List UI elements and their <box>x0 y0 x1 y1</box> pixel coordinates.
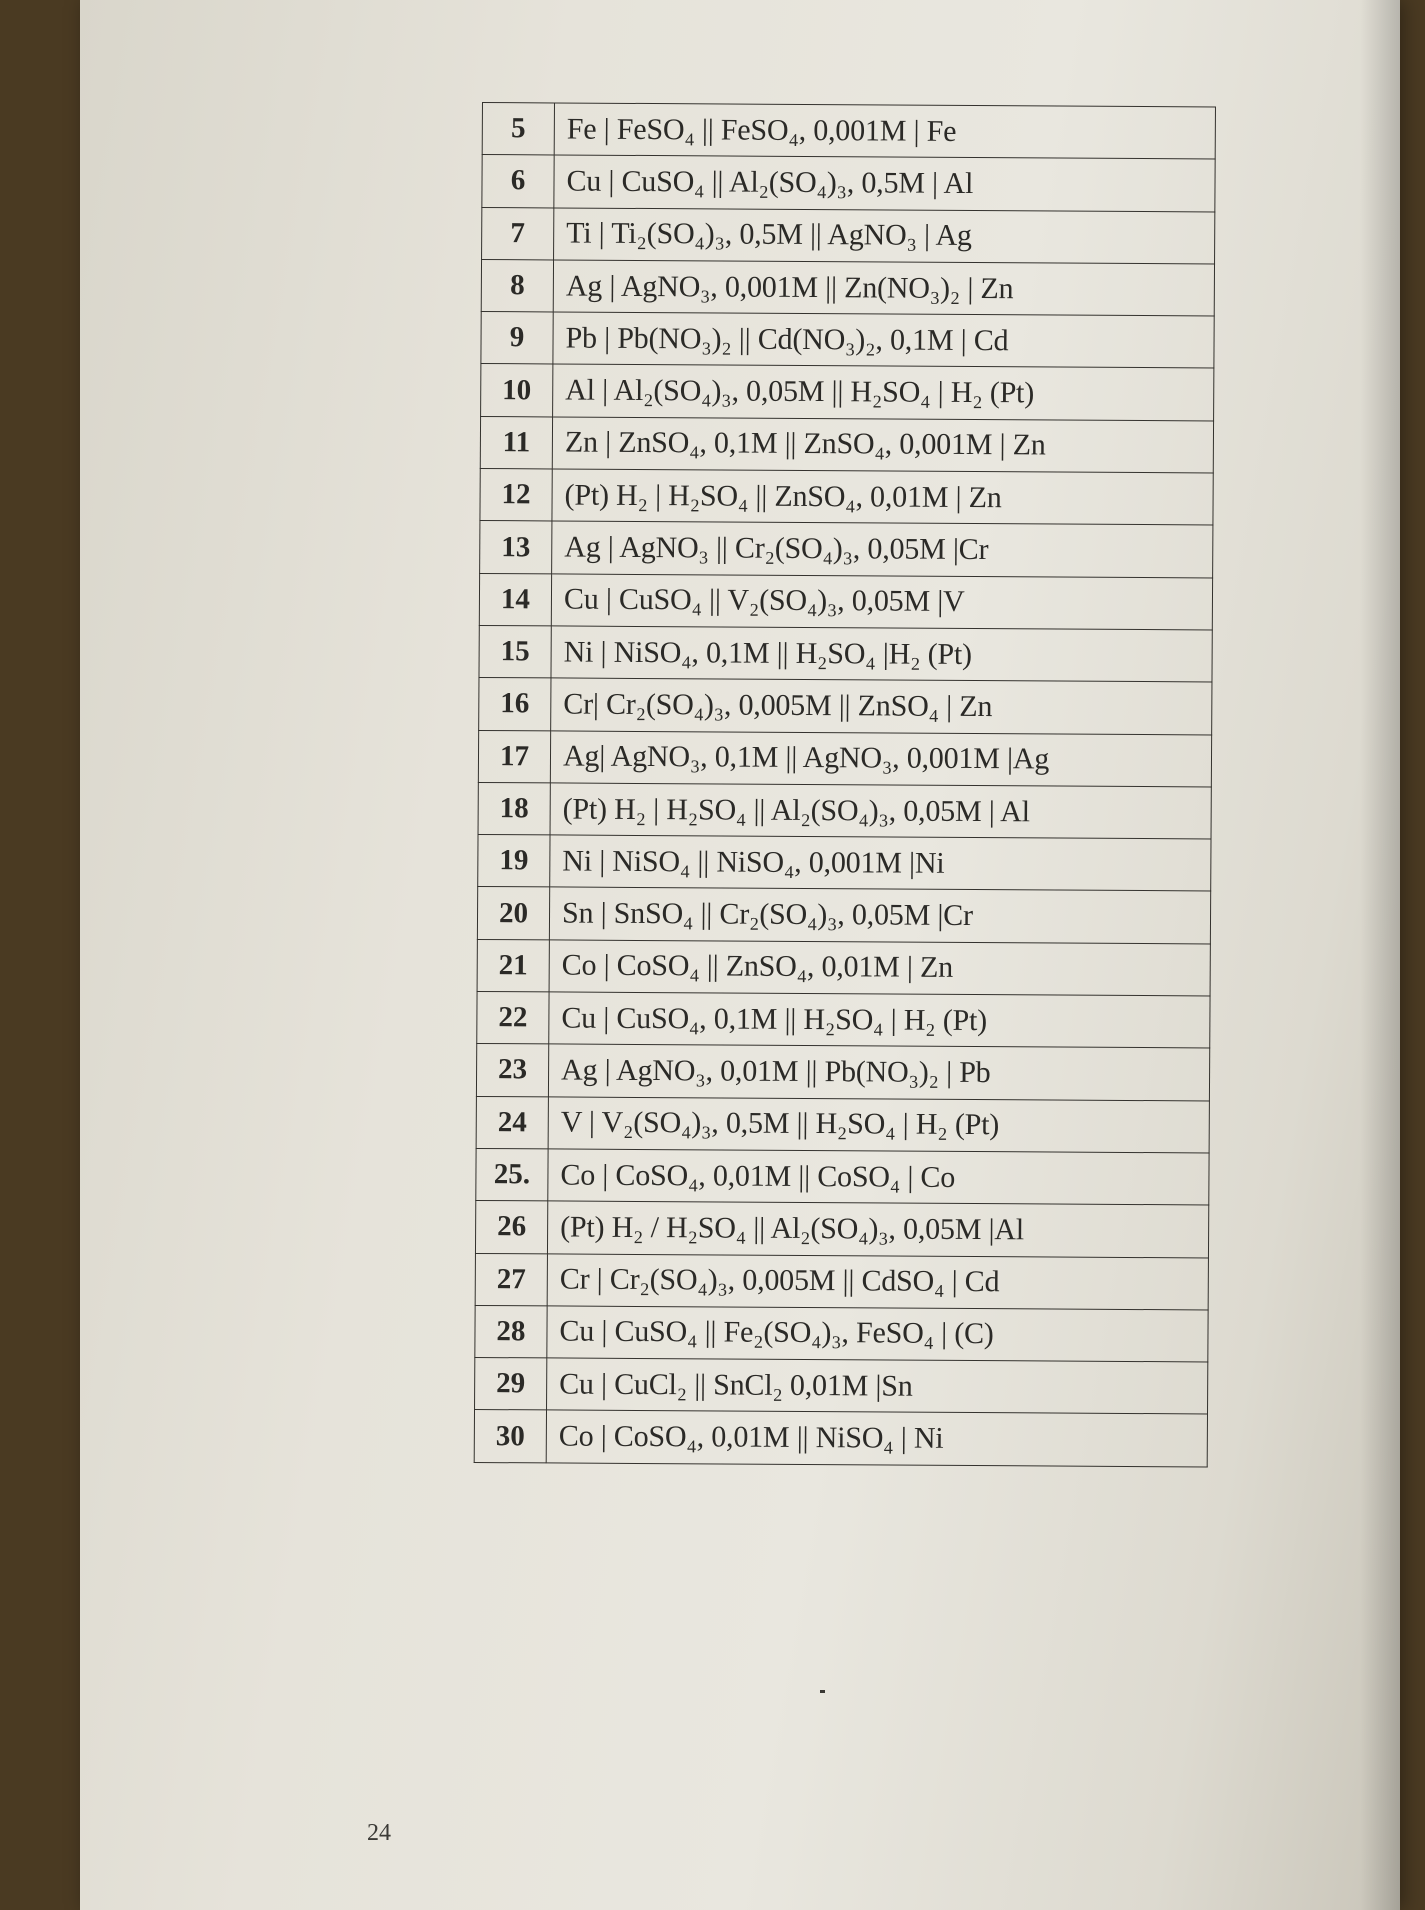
table-row <box>476 1044 1209 1101</box>
ink-dot <box>820 1690 825 1693</box>
cell-scheme: Ni | NiSO₄, 0,1M || H₂SO₄ |H₂ (Pt) <box>551 626 1212 682</box>
row-number: 19 <box>478 835 550 888</box>
table-row <box>475 1253 1208 1310</box>
cell-scheme: Ni | NiSO₄ || NiSO₄, 0,001M |Ni <box>550 835 1211 891</box>
table-row <box>481 312 1214 369</box>
table-row <box>476 1148 1209 1205</box>
cell-scheme: Ag | AgNO₃, 0,01M || Pb(NO₃)₂ | Pb <box>548 1044 1209 1100</box>
cell-scheme: Zn | ZnSO₄, 0,1M || ZnSO₄, 0,001M | Zn <box>552 417 1213 473</box>
cell-scheme: Co | CoSO₄, 0,01M || NiSO₄ | Ni <box>546 1410 1207 1466</box>
cell-scheme: Co | CoSO₄, 0,01M || CoSO₄ | Co <box>548 1149 1209 1205</box>
row-number: 24 <box>476 1096 548 1149</box>
row-number: 5 <box>482 103 554 156</box>
cell-scheme: Cr| Cr₂(SO₄)₃, 0,005M || ZnSO₄ | Zn <box>551 678 1212 734</box>
table-row <box>482 103 1215 160</box>
cell-scheme: Ag | AgNO₃ || Cr₂(SO₄)₃, 0,05M |Cr <box>552 521 1213 577</box>
table-row <box>481 364 1214 421</box>
table-row <box>477 939 1210 996</box>
cell-scheme: Ti | Ti₂(SO₄)₃, 0,5M || AgNO₃ | Ag <box>554 208 1215 264</box>
table-row <box>478 782 1211 839</box>
row-number: 25. <box>476 1148 548 1201</box>
row-number: 14 <box>479 573 551 626</box>
row-number: 23 <box>476 1044 548 1097</box>
cell-scheme: (Pt) H₂ / H₂SO₄ || Al₂(SO₄)₃, 0,05M |Al <box>547 1201 1208 1257</box>
row-number: 6 <box>482 155 554 208</box>
row-number: 29 <box>475 1358 547 1411</box>
row-number: 21 <box>477 939 549 992</box>
row-number: 10 <box>481 364 553 417</box>
row-number: 8 <box>481 259 553 312</box>
row-number: 20 <box>477 887 549 940</box>
table-row <box>477 887 1210 944</box>
row-number: 9 <box>481 312 553 365</box>
cell-scheme: Cu | CuSO₄, 0,1M || H₂SO₄ | H₂ (Pt) <box>549 992 1210 1048</box>
cell-scheme: Cr | Cr₂(SO₄)₃, 0,005M || CdSO₄ | Cd <box>547 1253 1208 1309</box>
table-row <box>475 1305 1208 1362</box>
cell-scheme: (Pt) H₂ | H₂SO₄ || ZnSO₄, 0,01M | Zn <box>552 469 1213 525</box>
table-row <box>482 155 1215 212</box>
cell-scheme: Cu | CuSO₄ || Fe₂(SO₄)₃, FeSO₄ | (C) <box>547 1306 1208 1362</box>
row-number: 30 <box>474 1410 546 1463</box>
row-number: 7 <box>482 207 554 260</box>
table-row <box>477 992 1210 1049</box>
table-row <box>481 259 1214 316</box>
row-number: 15 <box>479 625 551 678</box>
row-number: 16 <box>479 678 551 731</box>
page-number: 24 <box>367 1820 391 1846</box>
table <box>474 102 1216 1467</box>
row-number: 28 <box>475 1305 547 1358</box>
cell-scheme: Fe | FeSO₄ || FeSO₄, 0,001M | Fe <box>554 103 1215 159</box>
cell-scheme: V | V₂(SO₄)₃, 0,5M || H₂SO₄ | H₂ (Pt) <box>548 1097 1209 1153</box>
cell-scheme: Cu | CuSO₄ || V₂(SO₄)₃, 0,05M |V <box>551 574 1212 630</box>
cell-scheme: Sn | SnSO₄ || Cr₂(SO₄)₃, 0,05M |Cr <box>549 887 1210 943</box>
table-row <box>478 730 1211 787</box>
book-page <box>80 0 1400 1910</box>
row-number: 18 <box>478 782 550 835</box>
table-row <box>475 1358 1208 1415</box>
table-row <box>479 573 1212 630</box>
row-number: 26 <box>475 1201 547 1254</box>
cell-scheme: Al | Al₂(SO₄)₃, 0,05M || H₂SO₄ | H₂ (Pt) <box>553 364 1214 420</box>
cell-scheme: Ag| AgNO₃, 0,1M || AgNO₃, 0,001M |Ag <box>550 730 1211 786</box>
table-row <box>474 1410 1207 1467</box>
table-row <box>479 625 1212 682</box>
table-row <box>480 416 1213 473</box>
table-row <box>482 207 1215 264</box>
row-number: 27 <box>475 1253 547 1306</box>
row-number: 11 <box>480 416 552 469</box>
galvanic-cells-table <box>474 102 1216 1467</box>
table-row <box>480 469 1213 526</box>
row-number: 13 <box>480 521 552 574</box>
cell-scheme: (Pt) H₂ | H₂SO₄ || Al₂(SO₄)₃, 0,05M | Al <box>550 783 1211 839</box>
row-number: 12 <box>480 469 552 522</box>
table-row <box>478 835 1211 892</box>
table-row <box>480 521 1213 578</box>
table-row <box>479 678 1212 735</box>
row-number: 22 <box>477 992 549 1045</box>
row-number: 17 <box>478 730 550 783</box>
table-body <box>474 103 1215 1467</box>
table-row <box>476 1096 1209 1153</box>
cell-scheme: Co | CoSO₄ || ZnSO₄, 0,01M | Zn <box>549 940 1210 996</box>
cell-scheme: Cu | CuCl₂ || SnCl₂ 0,01M |Sn <box>547 1358 1208 1414</box>
table-row <box>475 1201 1208 1258</box>
cell-scheme: Cu | CuSO₄ || Al₂(SO₄)₃, 0,5M | Al <box>554 155 1215 211</box>
cell-scheme: Pb | Pb(NO₃)₂ || Cd(NO₃)₂, 0,1M | Cd <box>553 312 1214 368</box>
cell-scheme: Ag | AgNO₃, 0,001M || Zn(NO₃)₂ | Zn <box>553 260 1214 316</box>
